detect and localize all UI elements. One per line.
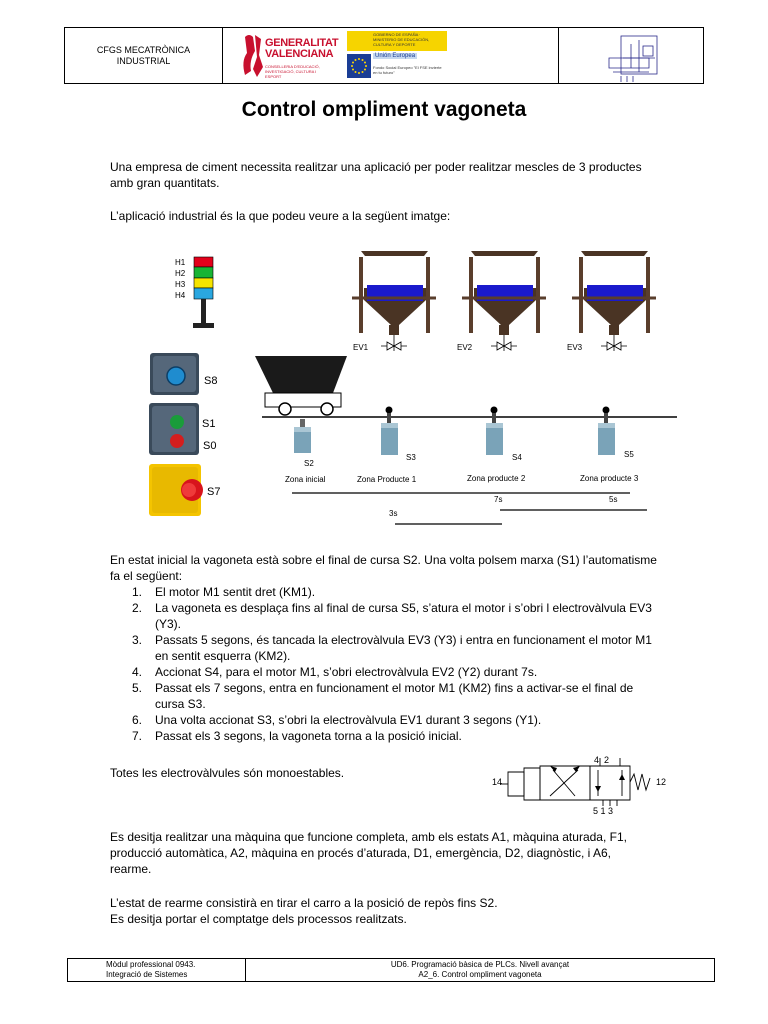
port-label-left: 14 [492, 777, 503, 787]
port-label-top: 4 2 [594, 755, 610, 765]
step-item: 6. Una volta accionat S3, s’obri la electrovàlvula EV1 durant 3 segons (Y1). [132, 713, 542, 727]
button-label-s7: S7 [207, 486, 221, 498]
step-item: 5. Passat els 7 segons, entra en funcionament el motor M1 (KM2) fins a activar-se el final de cursa S3. [132, 681, 634, 711]
sensor-label-s4: S4 [512, 453, 522, 462]
sensor-label-s2: S2 [304, 459, 314, 468]
conselleria-text: CONSELLERIA D'EDUCACIÓ, INVESTIGACIÓ, CULTURA I ESPORT [265, 64, 320, 79]
intro-paragraph: Una empresa de ciment necessita realitzar una aplicació per poder realitzar mescles de 3 productes amb gran quantitats. [110, 160, 642, 190]
course-cell [65, 28, 223, 83]
pushbutton-s8 [150, 353, 199, 395]
step-item: 2. La vagoneta es desplaça fins al final de cursa S5, s’atura el motor i s’obri l electrovàlvula EV3 (Y3). [132, 601, 652, 631]
time-label-5s: 5s [609, 495, 618, 504]
ministry-text: GOBIERNO DE ESPAÑA · MINISTERIO DE EDUCACIÓN, CULTURA Y DEPORTE [373, 32, 430, 47]
school-logo [559, 28, 703, 85]
valve-label-ev1: EV1 [353, 343, 369, 352]
zone-label-2: Zona producte 2 [467, 474, 526, 483]
valve-ev3-icon [601, 335, 627, 351]
limit-switch-s5 [598, 407, 615, 456]
tank-3 [572, 251, 656, 335]
valve-label-ev3: EV3 [567, 343, 583, 352]
footer-unit: UD6. Programació bàsica de PLCs. Nivell avançat A2_6. Control ompliment vagoneta [390, 960, 570, 979]
limit-switch-s3 [381, 407, 398, 456]
button-label-s0: S0 [203, 440, 217, 452]
valves-note: Totes les electrovàlvules són monoestables. [110, 766, 345, 780]
sensor-label-s5: S5 [624, 450, 634, 459]
page-title: Control ompliment vagoneta [241, 98, 527, 121]
tank-2 [462, 251, 546, 335]
valve-ev2-icon [491, 335, 517, 351]
step-item: 4. Accionat S4, para el motor M1, s’obri electrovàlvula EV2 (Y2) durant 7s. [132, 665, 538, 679]
pushbutton-start-stop [149, 403, 199, 455]
step-item: 1. El motor M1 sentit dret (KM1). [132, 585, 316, 599]
tank-1 [352, 251, 436, 335]
sequence-steps [132, 584, 702, 744]
port-label-right: 12 [656, 777, 667, 787]
valve-ev1-icon [381, 335, 407, 351]
valve-symbol [490, 752, 672, 818]
limit-switch-s4 [486, 407, 503, 456]
step-item: 3. Passats 5 segons, és tancada la electrovàlvula EV3 (Y3) i entra en funcionament el motor M1 en sentit esquerra (KM2). [132, 633, 652, 663]
rearm-paragraph: L’estat de rearme consistirà en tirar el carro a la posició de repòs fins S2. Es desitja portar el comptatge dels processos realitzats. [110, 896, 498, 926]
generalitat-name: GENERALITAT VALENCIANA [265, 37, 339, 60]
button-label-s8: S8 [204, 375, 218, 387]
wagon [255, 356, 347, 415]
course-line-2: INDUSTRIAL [116, 55, 171, 66]
eu-label: Unión Europea [375, 53, 416, 59]
process-diagram [137, 243, 692, 528]
port-label-bottom: 5 1 3 [593, 806, 614, 816]
header-table [64, 27, 704, 84]
stack-label-h3: H3 [175, 280, 186, 289]
sensor-label-s3: S3 [406, 453, 416, 462]
stack-label-h1: H1 [175, 258, 186, 267]
figure-intro: L’aplicació industrial és la que podeu veure a la següent imatge: [110, 209, 451, 223]
course-line-1: CFGS MECATRÒNICA [96, 44, 191, 55]
footer-table [67, 958, 715, 982]
zone-label-initial: Zona inicial [285, 475, 326, 484]
zone-label-1: Zona Producte 1 [357, 475, 417, 484]
zone-label-3: Zona producte 3 [580, 474, 639, 483]
sequence-intro: En estat inicial la vagoneta està sobre el final de cursa S2. Una volta polsem marxa (S1) l’automatisme fa el següent: [110, 553, 657, 583]
signal-tower [175, 257, 214, 328]
step-item: 7. Passat els 3 segons, la vagoneta torna a la posició inicial. [132, 729, 462, 743]
logos-cell [223, 28, 559, 83]
valve-label-ev2: EV2 [457, 343, 473, 352]
eu-flag-icon [347, 54, 371, 78]
stack-label-h4: H4 [175, 291, 186, 300]
machine-paragraph: Es desitja realitzar una màquina que funcione completa, amb els estats A1, màquina aturada, F1, producció automàtica, A2, màquina en procés d’aturada, D1, emergència, D2, diagnòstic, i A6, rearme. [110, 830, 627, 876]
fse-label: Fondo Social Europeo "El FSE invierte en tu futuro" [373, 65, 442, 75]
button-label-s1: S1 [202, 418, 216, 430]
footer-module: Mòdul professional 0943. Integració de Sistemes [68, 959, 246, 981]
stack-label-h2: H2 [175, 269, 186, 278]
emergency-stop-button [149, 464, 203, 516]
time-label-3s: 3s [389, 509, 398, 518]
school-logo-cell [559, 28, 703, 83]
limit-switch-s2 [294, 419, 311, 453]
time-label-7s: 7s [494, 495, 503, 504]
